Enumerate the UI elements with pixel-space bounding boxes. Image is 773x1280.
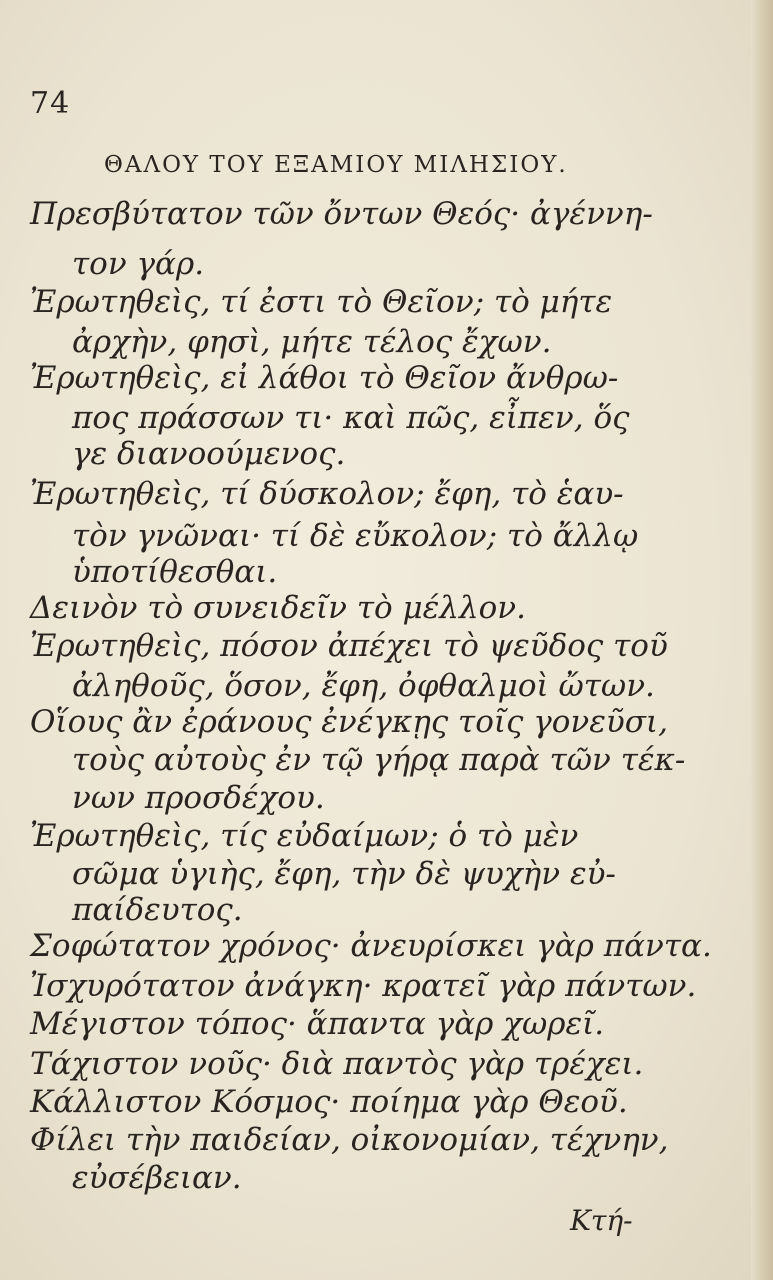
text-line: Δεινὸν τὸ συνειδεῖν τὸ μέλλον.: [30, 590, 526, 626]
text-line: Ἐρωτηθεὶς, πόσον ἀπέχει τὸ ψεῦδος τοῦ: [30, 628, 668, 664]
text-line: νων προσδέχου.: [72, 780, 325, 816]
page-number: 74: [30, 86, 71, 121]
text-line: ἀληθοῦς, ὅσον, ἔφη, ὀφθαλμοὶ ὤτων.: [72, 668, 655, 704]
running-head: ΘΑΛΟΥ ΤΟΥ ΕΞΑΜΙΟΥ ΜΙΛΗΣΙΟΥ.: [104, 152, 568, 178]
text-line: Πρεσβύτατον τῶν ὄντων Θεός· ἀγέννη-: [30, 196, 653, 232]
text-line: τὸν γνῶναι· τί δὲ εὔκολον; τὸ ἄλλῳ: [72, 518, 639, 554]
text-line: Τάχιστον νοῦς· διὰ παντὸς γὰρ τρέχει.: [30, 1046, 644, 1082]
text-line: Σοφώτατον χρόνος· ἀνευρίσκει γὰρ πάντα.: [30, 928, 712, 964]
catchword: Κτή-: [570, 1204, 633, 1237]
text-line: γε διανοούμενος.: [72, 436, 346, 472]
text-line: εὐσέβειαν.: [72, 1160, 242, 1196]
text-line: Ἐρωτηθεὶς, τί ἐστι τὸ Θεῖον; τὸ μήτε: [30, 284, 613, 320]
text-line: Ἐρωτηθεὶς, τί δύσκολον; ἔφη, τὸ ἑαυ-: [30, 476, 624, 512]
text-line: τοὺς αὐτοὺς ἐν τῷ γήρᾳ παρὰ τῶν τέκ-: [72, 742, 686, 778]
text-line: Κάλλιστον Κόσμος· ποίημα γὰρ Θεοῦ.: [30, 1084, 628, 1120]
text-line: παίδευτος.: [72, 892, 243, 928]
text-line: ἀρχὴν, φησὶ, μήτε τέλος ἔχων.: [72, 324, 552, 360]
text-line: Φίλει τὴν παιδείαν, οἰκονομίαν, τέχνην,: [30, 1122, 669, 1158]
text-line: Ἐρωτηθεὶς, εἰ λάθοι τὸ Θεῖον ἄνθρω-: [30, 360, 619, 396]
text-line: ὑποτίθεσθαι.: [72, 554, 278, 590]
text-line: Οἵους ἂν ἐράνους ἐνέγκῃς τοῖς γονεῦσι,: [30, 704, 668, 740]
text-line: Μέγιστον τόπος· ἅπαντα γὰρ χωρεῖ.: [30, 1006, 605, 1042]
page-edge: [751, 0, 773, 1280]
text-line: τον γάρ.: [72, 246, 205, 282]
text-line: Ἰσχυρότατον ἀνάγκη· κρατεῖ γὰρ πάντων.: [30, 968, 697, 1004]
text-line: Ἐρωτηθεὶς, τίς εὐδαίμων; ὁ τὸ μὲν: [30, 818, 579, 854]
text-line: σῶμα ὑγιὴς, ἔφη, τὴν δὲ ψυχὴν εὐ-: [72, 856, 616, 892]
text-line: πος πράσσων τι· καὶ πῶς, εἶπεν, ὅς: [72, 400, 630, 436]
